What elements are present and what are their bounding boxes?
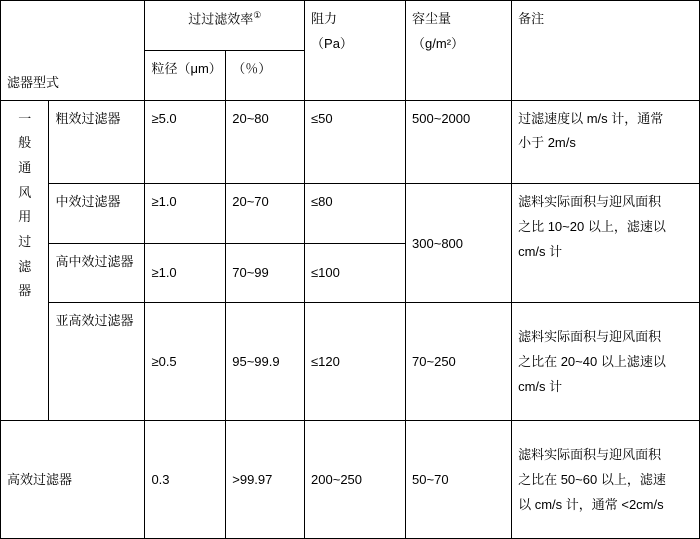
row-resistance-medium (305, 184, 406, 243)
cell-filter-type: 高中效过滤器 (55, 253, 134, 269)
header-particle-size-cell (145, 51, 226, 101)
remark-line: 以 cm/s 计，通常 <2cm/s (518, 496, 664, 512)
cell-percent: 95~99.9 (232, 353, 280, 369)
header-percent-cell (226, 51, 305, 101)
row-remark-hepa (512, 420, 700, 538)
cell-filter-type: 亚高效过滤器 (55, 312, 134, 328)
cell-percent: >99.97 (232, 472, 273, 488)
row-resistance-sub-hepa (305, 302, 406, 420)
header-dust-capacity-cell (406, 1, 512, 101)
row-percent-medium (226, 184, 305, 243)
row-type-high-medium (49, 243, 145, 302)
cell-percent: 20~80 (232, 110, 269, 126)
row-particle-medium (145, 184, 226, 243)
row-resistance-hepa (305, 420, 406, 538)
cell-particle-size: ≥1.0 (151, 194, 177, 210)
row-type-sub-hepa (49, 302, 145, 420)
row-remark-coarse (512, 100, 700, 184)
cell-particle-size: ≥5.0 (151, 110, 177, 126)
row-type-hepa (1, 420, 145, 538)
row-particle-coarse (145, 100, 226, 184)
cell-resistance: ≤120 (311, 353, 340, 369)
category-general-ventilation-label: 一般通风用过滤器 (18, 110, 32, 299)
row-dust-hepa (406, 420, 512, 538)
cell-filter-type: 粗效过滤器 (55, 110, 121, 126)
table-row (1, 184, 700, 243)
row-remark-sub-hepa (512, 302, 700, 420)
cell-particle-size: ≥0.5 (151, 353, 177, 369)
row-dust-coarse (406, 100, 512, 184)
header-filter-type-label: 滤器型式 (7, 74, 60, 90)
header-resistance-cell (305, 1, 406, 101)
row-type-coarse (49, 100, 145, 184)
cell-resistance: ≤50 (311, 110, 333, 126)
row-dust-medium-highmedium (406, 184, 512, 302)
header-dust-capacity-label: 容尘量 (412, 11, 452, 26)
cell-dust-capacity: 500~2000 (412, 110, 471, 126)
remark-line: 之比在 50~60 以上，滤速 (518, 472, 666, 488)
cell-dust-capacity: 300~800 (412, 235, 464, 251)
table-header-row-1 (1, 1, 700, 51)
remark-line: cm/s 计 (518, 378, 563, 394)
row-particle-high-medium (145, 243, 226, 302)
table-row (1, 302, 700, 420)
cell-dust-capacity: 50~70 (412, 472, 449, 488)
header-resistance-unit: （Pa） (311, 35, 353, 51)
cell-resistance: ≤100 (311, 265, 340, 281)
row-percent-coarse (226, 100, 305, 184)
row-dust-sub-hepa (406, 302, 512, 420)
row-particle-sub-hepa (145, 302, 226, 420)
cell-percent: 70~99 (232, 265, 269, 281)
remark-line: 过滤速度以 m/s 计，通常 (518, 110, 664, 126)
row-resistance-high-medium (305, 243, 406, 302)
row-remark-medium-highmedium (512, 184, 700, 302)
header-percent-label: （％） (232, 61, 272, 77)
header-remarks-label: 备注 (518, 11, 545, 26)
category-general-ventilation-cell (1, 100, 49, 420)
header-efficiency-group-cell (145, 1, 305, 51)
remark-line: 之比在 20~40 以上滤速以 (518, 353, 666, 369)
row-particle-hepa (145, 420, 226, 538)
remark-line: cm/s 计 (518, 243, 563, 259)
cell-filter-type: 高效过滤器 (7, 472, 73, 488)
table-row (1, 420, 700, 538)
cell-particle-size: 0.3 (151, 472, 170, 488)
remark-line: 滤料实际面积与迎风面积 (518, 447, 662, 463)
cell-particle-size: ≥1.0 (151, 265, 177, 281)
cell-resistance: 200~250 (311, 472, 363, 488)
cell-percent: 20~70 (232, 194, 269, 210)
row-type-medium (49, 184, 145, 243)
header-filter-type-cell (1, 1, 145, 101)
row-resistance-coarse (305, 100, 406, 184)
header-efficiency-footnote-marker: ① (253, 10, 262, 20)
row-percent-sub-hepa (226, 302, 305, 420)
header-dust-capacity-unit: （g/m²） (412, 35, 465, 51)
cell-resistance: ≤80 (311, 194, 333, 210)
remark-line: 滤料实际面积与迎风面积 (518, 194, 662, 210)
remark-line: 之比 10~20 以上，滤速以 (518, 219, 666, 235)
remark-line: 小于 2m/s (518, 135, 576, 151)
table-row (1, 100, 700, 184)
header-efficiency-group-label: 过过滤效率 (188, 11, 254, 27)
row-percent-high-medium (226, 243, 305, 302)
header-resistance-label: 阻力 (311, 11, 338, 26)
cell-filter-type: 中效过滤器 (55, 194, 121, 210)
row-percent-hepa (226, 420, 305, 538)
cell-dust-capacity: 70~250 (412, 353, 456, 369)
header-remarks-cell (512, 1, 700, 101)
remark-line: 滤料实际面积与迎风面积 (518, 329, 662, 345)
header-particle-size-label: 粒径（μm） (151, 61, 222, 77)
